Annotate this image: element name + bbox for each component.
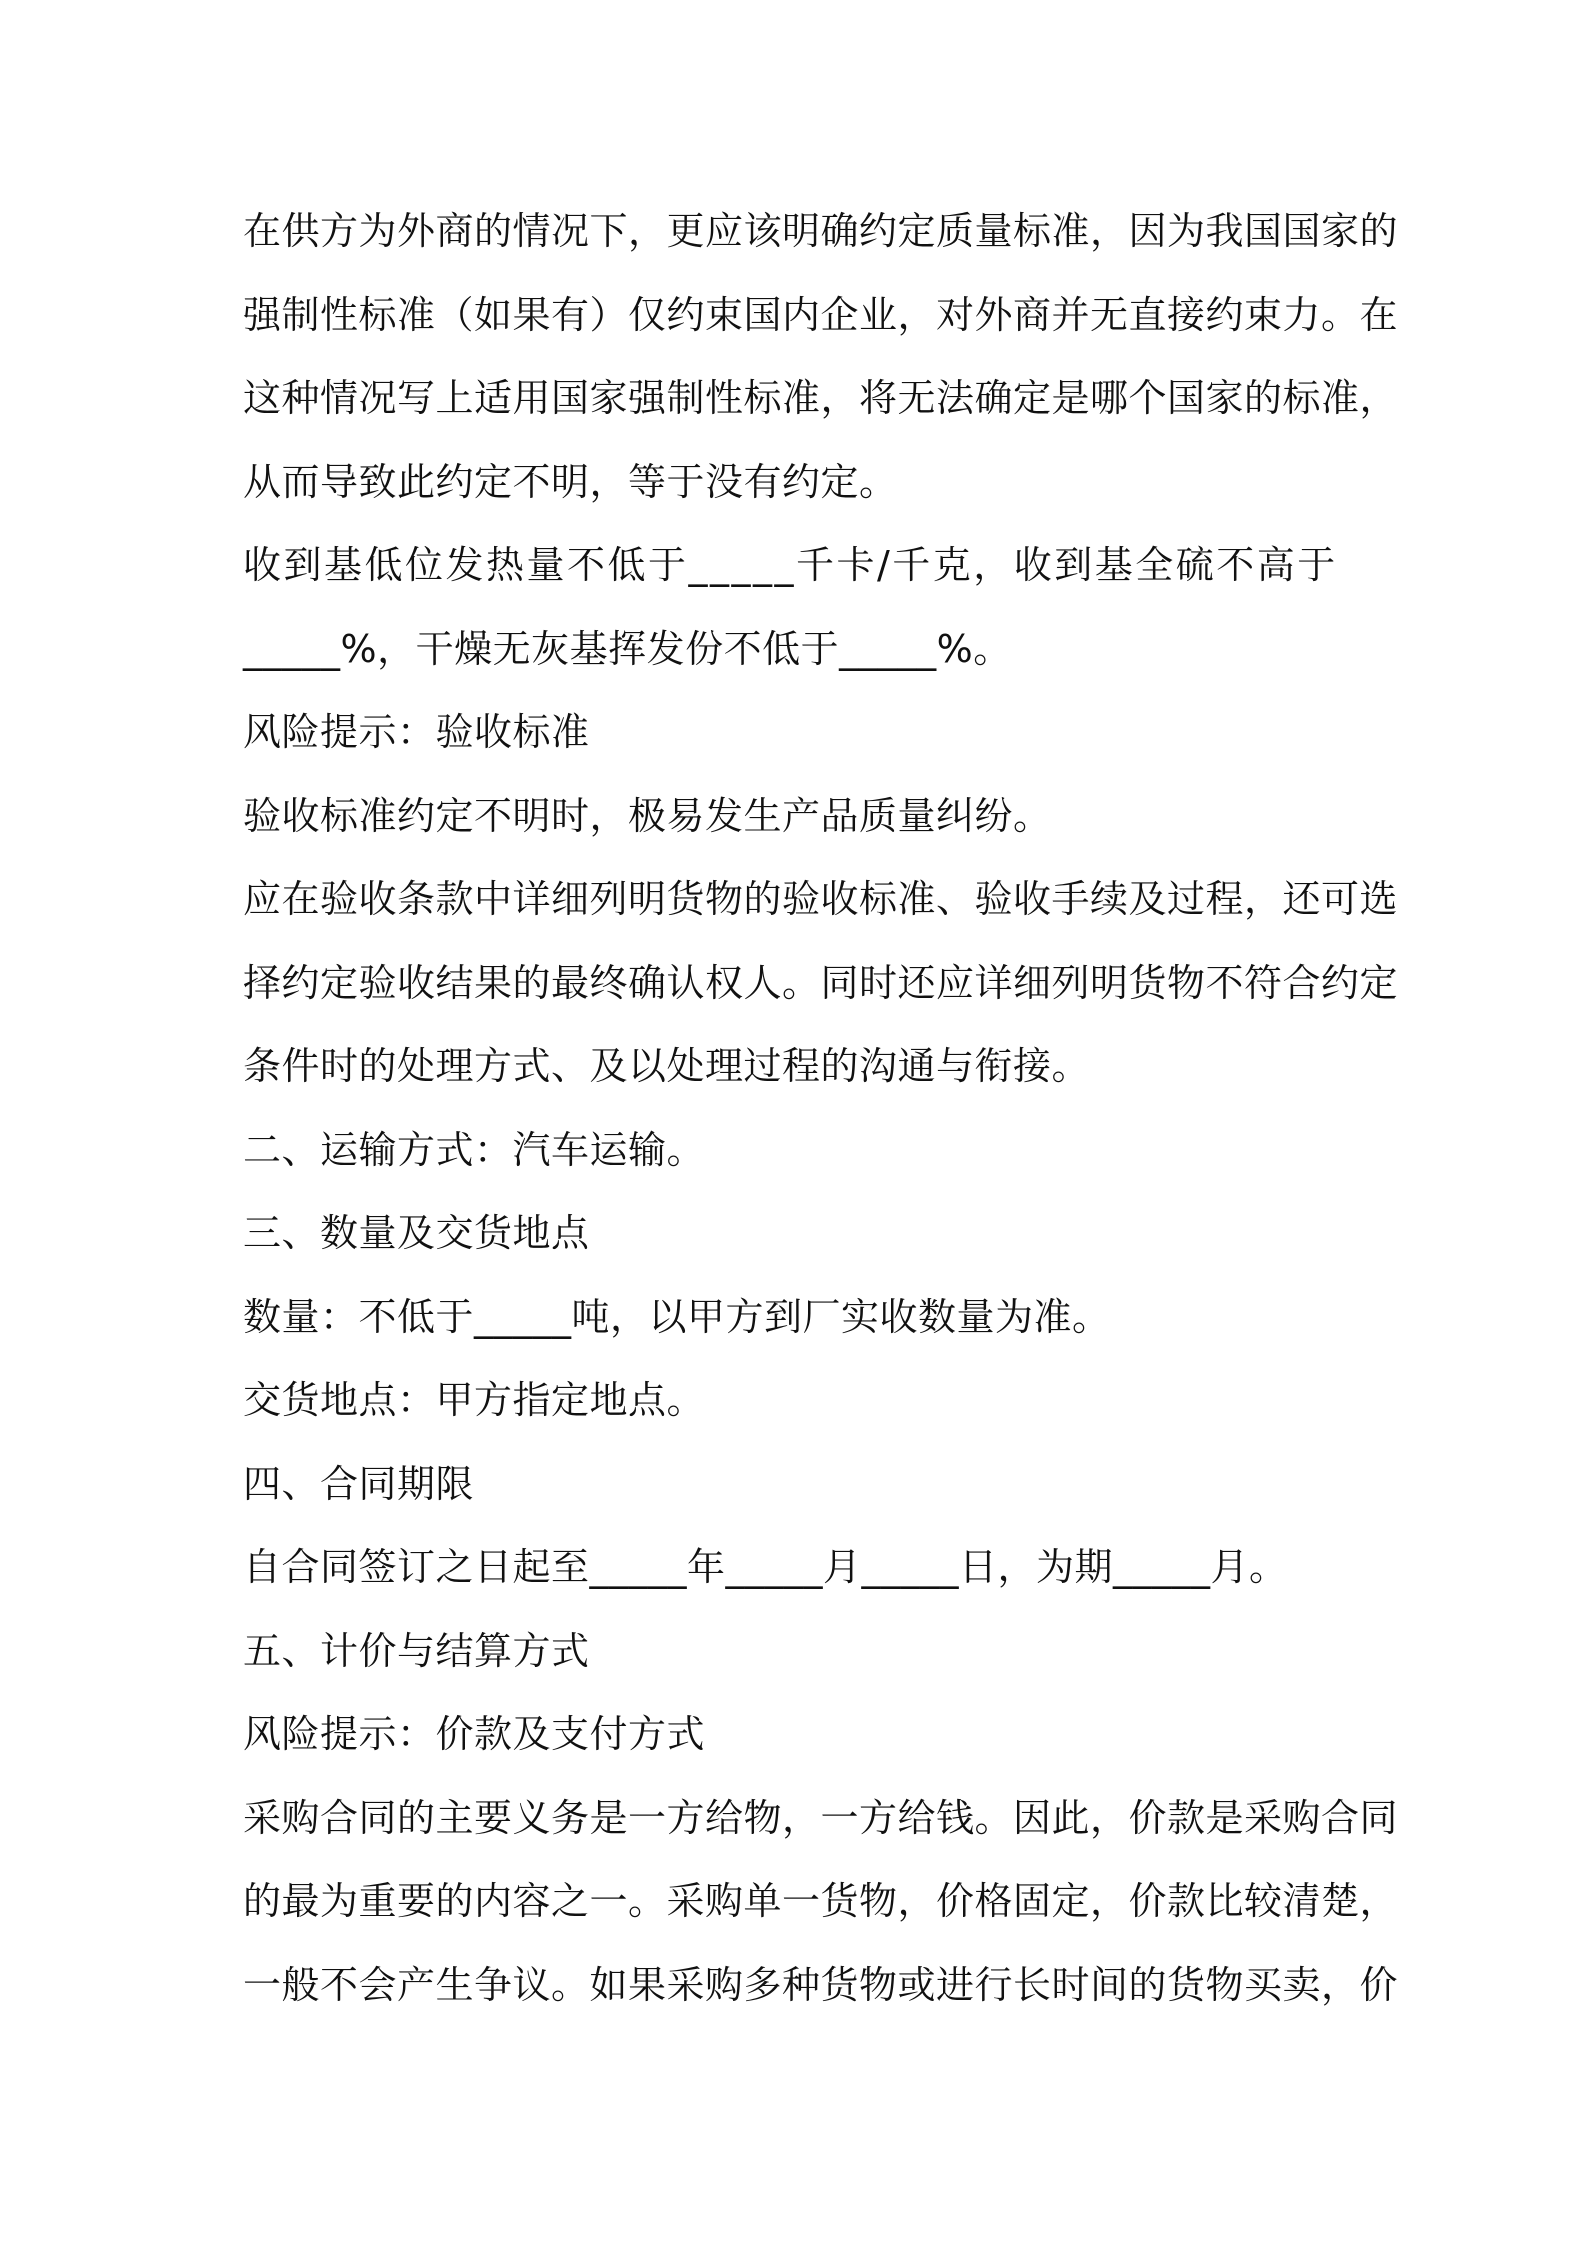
body-line-3: 这种情况写上适用国家强制性标准，将无法确定是哪个国家的标准， [243, 376, 1399, 420]
body-line-22: 一般不会产生争议。如果采购多种货物或进行长时间的货物买卖，价 [243, 1962, 1399, 2007]
body-line-1: 在供方为外商的情况下，更应该明确约定质量标准，因为我国国家的 [243, 209, 1399, 253]
body-line-5: 收到基低位发热量不低于_____千卡/千克，收到基全硫不高于 [243, 543, 1338, 587]
body-line-6: _____%，干燥无灰基挥发份不低于_____%。 [243, 626, 1012, 671]
body-line-contract-term: 自合同签订之日起至_____年_____月_____日，为期_____月。 [243, 1545, 1288, 1589]
section-heading-risk-payment: 风险提示：价款及支付方式 [243, 1712, 706, 1756]
document-body [243, 190, 1399, 2027]
body-line-21: 的最为重要的内容之一。采购单一货物，价格固定，价款比较清楚， [243, 1879, 1399, 1923]
section-heading-contract-term: 四、合同期限 [243, 1461, 475, 1506]
body-line-delivery-location: 交货地点：甲方指定地点。 [243, 1378, 706, 1422]
body-line-2: 强制性标准（如果有）仅约束国内企业，对外商并无直接约束力。在 [243, 292, 1399, 337]
body-line-4: 从而导致此约定不明，等于没有约定。 [243, 459, 898, 504]
body-line-quantity: 数量：不低于_____吨，以甲方到厂实收数量为准。 [243, 1294, 1111, 1339]
body-line-8: 验收标准约定不明时，极易发生产品质量纠纷。 [243, 793, 1052, 838]
section-heading-risk-acceptance: 风险提示：验收标准 [243, 710, 590, 754]
body-line-10: 择约定验收结果的最终确认权人。同时还应详细列明货物不符合约定 [243, 960, 1399, 1005]
body-line-20: 采购合同的主要义务是一方给物，一方给钱。因此，价款是采购合同 [243, 1795, 1399, 1840]
section-heading-quantity-delivery: 三、数量及交货地点 [243, 1211, 590, 1255]
section-heading-pricing-settlement: 五、计价与结算方式 [243, 1628, 590, 1673]
body-line-9: 应在验收条款中详细列明货物的验收标准、验收手续及过程，还可选 [243, 877, 1399, 921]
section-heading-transport: 二、运输方式：汽车运输。 [243, 1127, 706, 1172]
body-line-11: 条件时的处理方式、及以处理过程的沟通与衔接。 [243, 1044, 1091, 1088]
